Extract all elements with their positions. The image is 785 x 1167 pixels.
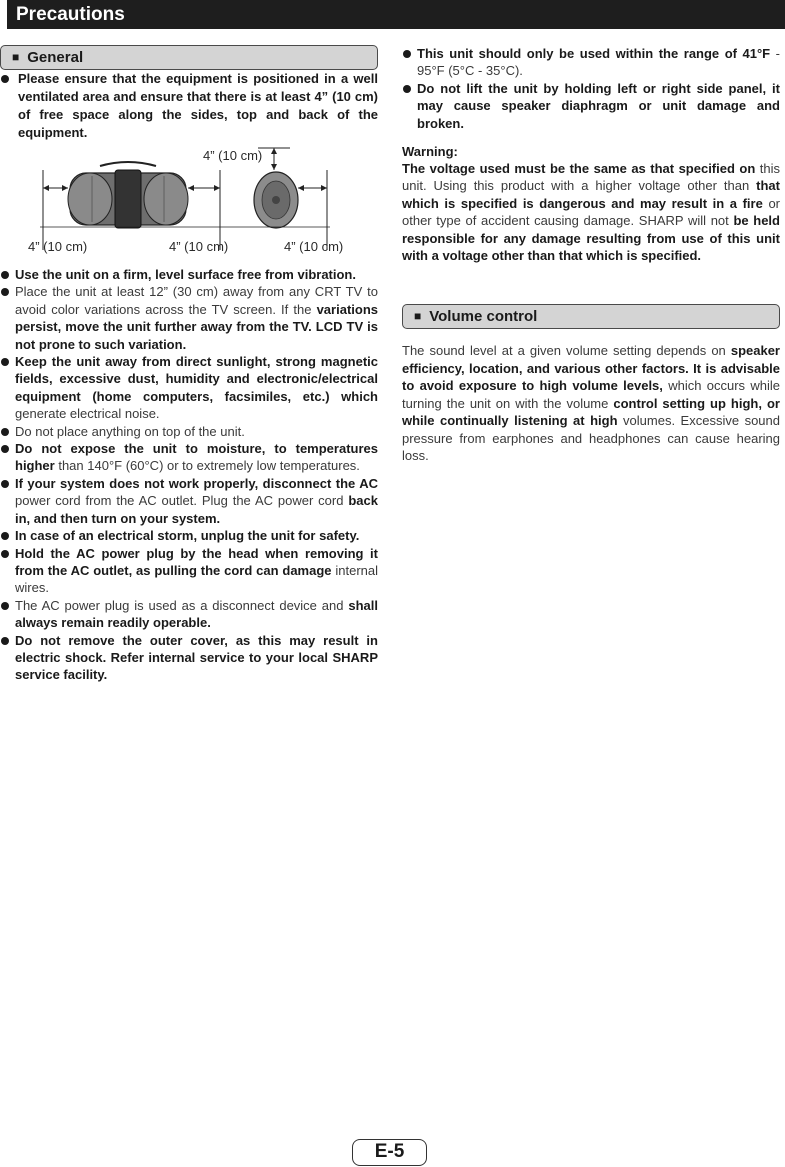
dimension-label-middle: 4” (10 cm) bbox=[169, 239, 229, 254]
list-item-text: Please ensure that the equipment is positioned in a well ventilated area and ensure that there is at least 4” (10 cm) of free space along the sides, top and back of the equipment. bbox=[18, 71, 378, 140]
list-item-bold: Do not remove the outer cover, as this may result in electric shock. Refer internal service to your local SHARP service facility. bbox=[15, 632, 378, 683]
list-item bbox=[0, 545, 378, 597]
list-item-bold: This unit should only be used within the range of 41°F bbox=[417, 46, 776, 61]
clearance-diagram bbox=[0, 146, 378, 266]
list-item bbox=[0, 632, 378, 684]
general-intro-list bbox=[0, 70, 378, 142]
warning-text-normal: this unit. Using this product with a higher voltage other than bbox=[402, 161, 780, 194]
list-item bbox=[0, 475, 378, 527]
volume-text-bold: speaker efficiency, location, and various other factors. It is advisable to avoid exposure to high volume levels, bbox=[402, 343, 780, 394]
list-item-bold: In case of an electrical storm, unplug the unit for safety. bbox=[15, 528, 360, 544]
right-precautions-list bbox=[402, 45, 780, 132]
list-item-bold: Keep the unit away from direct sunlight, strong magnetic fields, excessive dust, humidity and electronic/electrical equipment (home computers, facsimiles, etc.) which bbox=[15, 354, 378, 404]
list-item bbox=[0, 597, 378, 632]
warning-text-bold: be held responsible for any damage resulting from use of this unit with a voltage other than that which is specified. bbox=[402, 213, 780, 264]
list-item bbox=[0, 70, 378, 142]
list-item bbox=[0, 283, 378, 353]
volume-text-normal: volumes. Excessive sound pressure from earphones and headphones can cause hearing loss. bbox=[402, 413, 780, 463]
dimension-label-left: 4” (10 cm) bbox=[28, 239, 88, 254]
list-item-bold: Do not lift the unit by holding left or right side panel, it may cause speaker diaphragm or unit damage and broken. bbox=[417, 80, 780, 131]
warning-text-bold: The voltage used must be the same as that specified on bbox=[402, 161, 760, 177]
section-title: Volume control bbox=[429, 308, 538, 326]
list-item-normal: generate electrical noise. bbox=[15, 406, 160, 422]
list-item-bold: Use the unit on a firm, level surface free from vibration. bbox=[15, 267, 356, 282]
section-title: General bbox=[27, 49, 84, 66]
list-item-normal: internal wires. bbox=[15, 562, 378, 596]
list-item-normal: The AC power plug is used as a disconnect device and bbox=[15, 597, 349, 613]
volume-text-normal: which occurs while turning the unit on with the volume bbox=[402, 378, 781, 411]
volume-control-body bbox=[402, 342, 780, 464]
list-item bbox=[0, 353, 378, 423]
volume-text-normal: The sound level at a given volume setting depends on bbox=[402, 343, 731, 359]
list-item bbox=[0, 266, 378, 283]
list-item bbox=[402, 45, 780, 80]
dimension-label-top: 4” (10 cm) bbox=[203, 148, 263, 163]
list-item-normal: - 95°F (5°C - 35°C). bbox=[417, 46, 780, 79]
list-item-normal: Do not place anything on top of the unit. bbox=[15, 423, 245, 439]
warning-text-bold: that which is specified is dangerous and may result in a fire bbox=[402, 178, 780, 211]
list-item bbox=[402, 80, 780, 132]
list-item-normal: power cord from the AC outlet. Plug the AC power cord bbox=[15, 493, 349, 509]
list-item bbox=[0, 527, 378, 544]
boombox-side-illustration bbox=[254, 172, 298, 228]
square-bullet-icon: ■ bbox=[414, 309, 422, 324]
square-bullet-icon: ■ bbox=[12, 50, 20, 64]
list-item-normal: Place the unit at least 12” (30 cm) away from any CRT TV to avoid color variations across the TV screen. If the bbox=[15, 284, 378, 317]
list-item bbox=[0, 440, 378, 475]
dimension-label-right: 4” (10 cm) bbox=[284, 239, 344, 254]
boombox-front-illustration bbox=[68, 162, 188, 228]
list-item-bold: Do not expose the unit to moisture, to temperatures higher bbox=[15, 441, 378, 474]
volume-text-bold: control setting up high, or while continually listening at high bbox=[402, 395, 780, 429]
warning-body bbox=[402, 160, 780, 264]
list-item-bold: shall always remain readily operable. bbox=[15, 597, 378, 631]
list-item bbox=[0, 423, 378, 440]
section-header-general bbox=[0, 45, 378, 70]
list-item-bold: variations persist, move the unit further away from the TV. LCD TV is not prone to such variation. bbox=[15, 301, 378, 352]
general-precautions-list bbox=[0, 266, 378, 684]
warning-title: Warning: bbox=[402, 144, 458, 160]
left-column bbox=[0, 45, 378, 684]
warning-text-normal: or other type of accident causing damage. SHARP will not bbox=[402, 195, 780, 229]
page-title: Precautions bbox=[7, 0, 785, 29]
list-item-normal: than 140°F (60°C) or to extremely low temperatures. bbox=[58, 458, 360, 474]
page-number: E-5 bbox=[352, 1139, 427, 1166]
right-column bbox=[402, 45, 780, 464]
list-item-bold: Hold the AC power plug by the head when removing it from the AC outlet, as pulling the cord can damage bbox=[15, 545, 378, 578]
section-header-volume-control bbox=[402, 304, 780, 329]
list-item-bold: back in, and then turn on your system. bbox=[15, 493, 378, 526]
list-item-bold: If your system does not work properly, disconnect the AC bbox=[15, 475, 378, 491]
